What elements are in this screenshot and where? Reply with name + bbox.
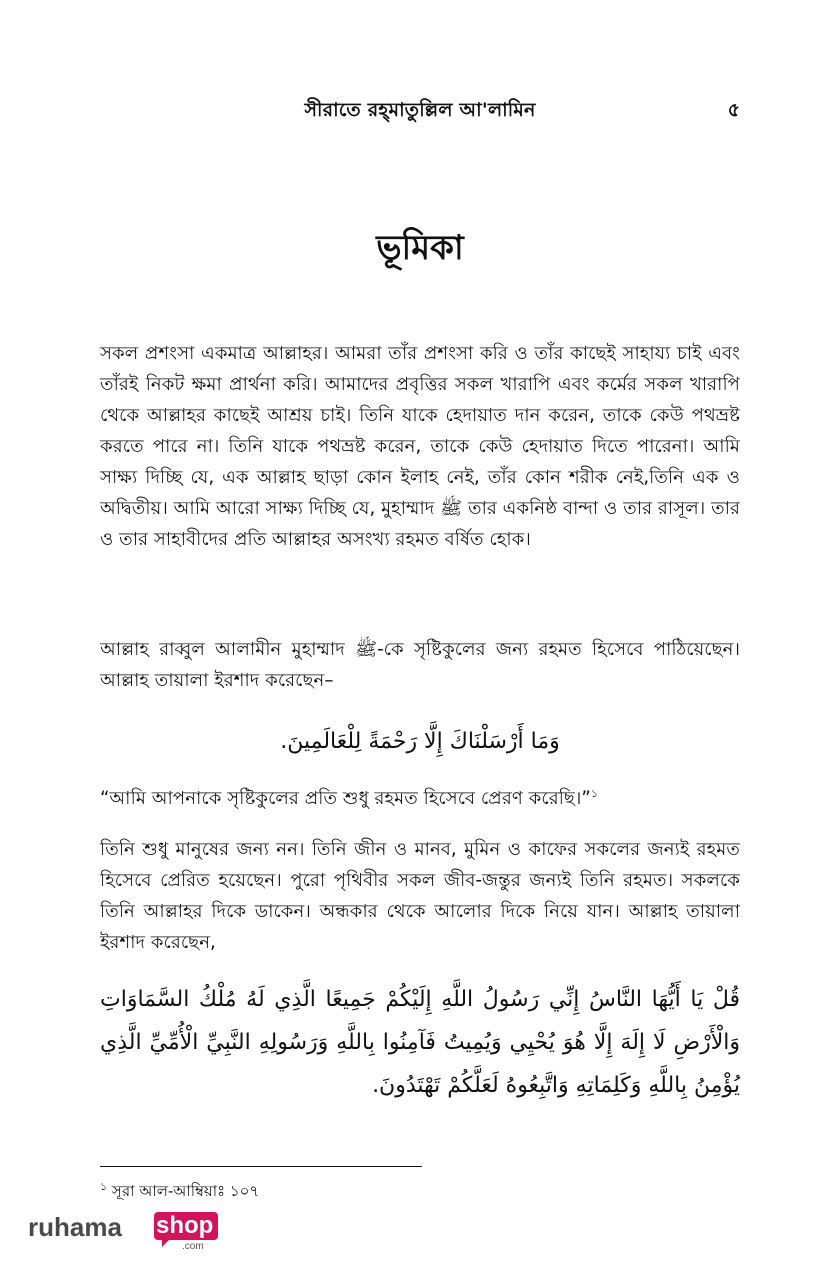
second-paragraph: আল্লাহ রাব্বুল আলামীন মুহাম্মাদ ﷺ-কে সৃষ্টিকুলের জন্য রহমত হিসেবে পাঠিয়েছেন। আল্লাহ তায়ালা ইরশাদ করেছেন– bbox=[100, 639, 740, 691]
footnote-text: সূরা আল-আম্বিয়াঃ ১০৭ bbox=[111, 1182, 260, 1200]
arabic-verse-2: قُلْ يَا أَيُّهَا النَّاسُ إِنِّي رَسُولُ اللَّهِ إِلَيْكُمْ جَمِيعًا الَّذِي لَهُ مُلْكُ السَّمَاوَاتِ وَالْأَرْضِ لَا إِلَهَ إِلَّا هُوَ يُحْيِي وَيُمِيتُ فَآمِنُوا بِاللَّهِ وَرَسُولِهِ النَّبِيِّ الْأُمِّيِّ الَّذِي يُؤْمِنُ بِاللَّهِ وَكَلِمَاتِهِ وَاتَّبِعُوهُ لَعَلَّكُمْ تَهْتَدُونَ. bbox=[100, 987, 740, 1098]
translation-text: “আমি আপনাকে সৃষ্টিকুলের প্রতি শুধু রহমত হিসেবে প্রেরণ করেছি।” bbox=[100, 788, 591, 809]
verse-translation bbox=[100, 783, 740, 814]
logo-text-right: shop bbox=[156, 1212, 214, 1239]
footnote bbox=[100, 1180, 259, 1205]
third-paragraph: তিনি শুধু মানুষের জন্য নন। তিনি জীন ও মানব, মুমিন ও কাফের সকলের জন্যই রহমত হিসেবে প্রেরিত হয়েছেন। পুরো পৃথিবীর সকল জীব-জন্তুর জন্যই তিনি রহমত। সকলকে তিনি আল্লাহর দিকে ডাকেন। অন্ধকার থেকে আলোর দিকে নিয়ে যান। আল্লাহ তায়ালা ইরশাদ করেছেন, bbox=[100, 839, 740, 953]
arabic-verse-1: وَمَا أَرْسَلْنَاكَ إِلَّا رَحْمَةً لِلْعَالَمِينَ. bbox=[280, 729, 560, 754]
intro-paragraph: সকল প্রশংসা একমাত্র আল্লাহর। আমরা তাঁর প্রশংসা করি ও তাঁর কাছেই সাহায্য চাই এবং তাঁরই নিকট ক্ষমা প্রার্থনা করি। আমাদের প্রবৃত্তির সকল খারাপি এবং কর্মের সকল খারাপি থেকে আল্লাহর কাছেই আশ্রয় চাই। তিনি যাকে হেদায়াত দান করেন, তাকে কেউ পথভ্রষ্ট করতে পারে না। তিনি যাকে পথভ্রষ্ট করেন, তাকে কেউ হেদায়াত দিতে পারেনা। আমি সাক্ষ্য দিচ্ছি যে, এক আল্লাহ ছাড়া কোন ইলাহ নেই, তাঁর কোন শরীক নেই,তিনি এক ও অদ্বিতীয়। আমি আরো সাক্ষ্য দিচ্ছি যে, মুহাম্মাদ ﷺ তার একনিষ্ঠ বান্দা ও তার রাসূল। তার ও তার সাহাবীদের প্রতি আল্লাহর অসংখ্য রহমত বর্ষিত হোক। bbox=[100, 343, 741, 550]
footnote-marker: ১ bbox=[100, 1180, 108, 1193]
footnote-ref[interactable]: ১ bbox=[590, 786, 598, 800]
ruhamashop-logo bbox=[28, 1208, 228, 1252]
logo-subtext: .com bbox=[182, 1241, 204, 1252]
logo-text-left: ruhama bbox=[28, 1212, 122, 1242]
running-title: সীরাতে রহ্‌মাতুল্লিল আ'লামিন bbox=[304, 99, 536, 121]
footnote-divider bbox=[100, 1166, 422, 1167]
chapter-title: ভূমিকা bbox=[376, 228, 464, 268]
page-header bbox=[100, 96, 740, 136]
page-number: ৫ bbox=[727, 99, 740, 121]
